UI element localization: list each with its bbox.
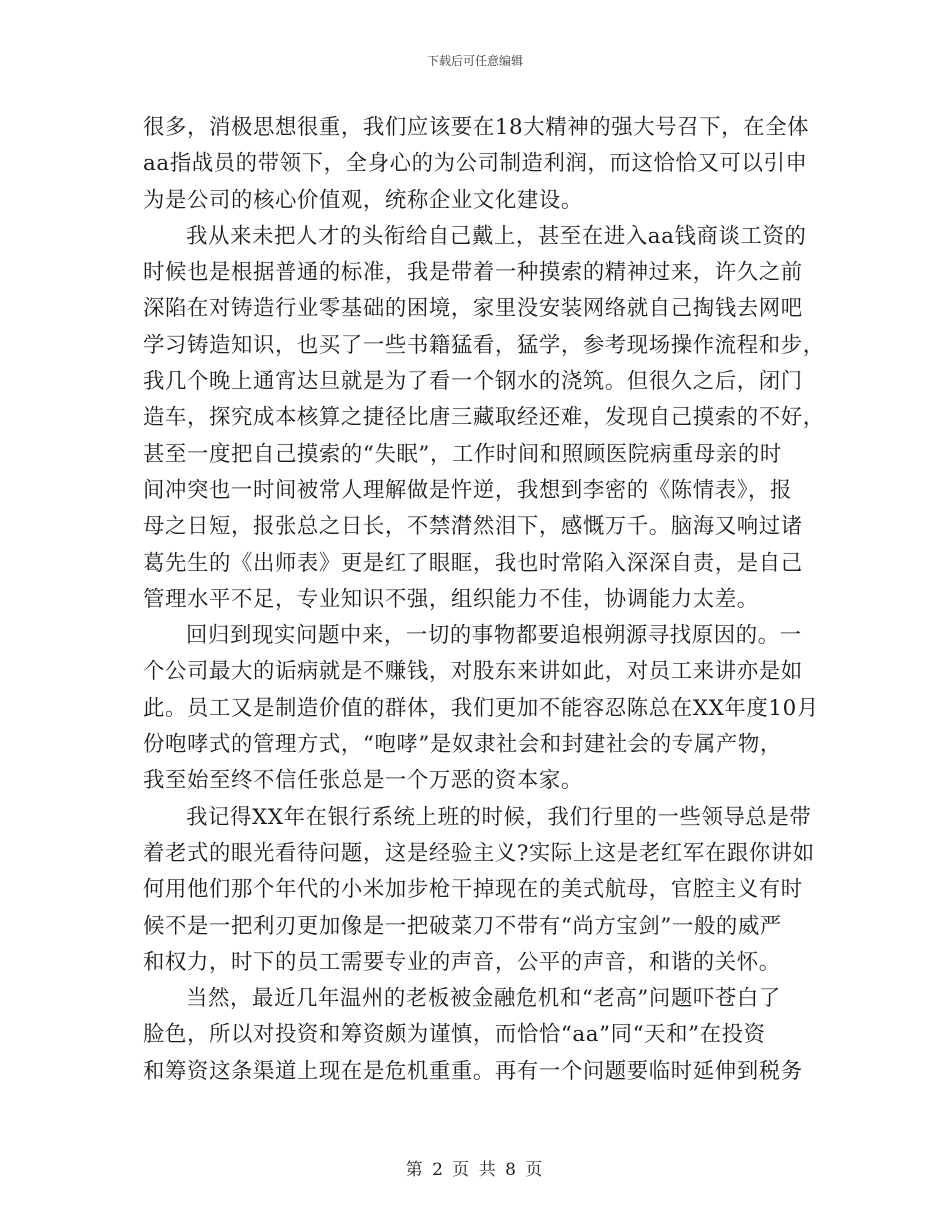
text-line: 和筹资这条渠道上现在是危机重重。再有一个问题要临时延伸到税务 — [143, 1058, 803, 1084]
page-number: 第 2 页 共 8 页 — [405, 1160, 545, 1180]
text-line: 候不是一把利刃更加像是一把破菜刀不带有“尚方宝剑”一般的威严 — [143, 913, 782, 939]
text-line: 此。员工又是制造价值的群体，我们更加不能容忍陈总在XX年度10月 — [143, 695, 819, 721]
paragraph-4 — [143, 800, 815, 981]
page-header: 下载后可任意编辑 — [426, 54, 523, 68]
text-line: 管理水平不足，专业知识不强，组织能力不佳，协调能力太差。 — [143, 586, 759, 612]
text-line: 回归到现实问题中来，一切的事物都要追根朔源寻找原因的。一 — [186, 623, 802, 649]
text-line: 当然，最近几年温州的老板被金融危机和“老高”问题吓苍白了 — [186, 986, 781, 1012]
text-line: 甚至一度把自己摸索的“失眠”，工作时间和照顾医院病重母亲的时 — [143, 441, 782, 467]
text-line: 时候也是根据普通的标准，我是带着一种摸索的精神过来，许久之前 — [143, 260, 803, 286]
text-line: 深陷在对铸造行业零基础的困境，家里没安装网络就自己掏钱去网吧 — [143, 296, 803, 322]
text-line: 葛先生的《出师表》更是红了眼眶，我也时常陷入深深自责，是自己 — [143, 550, 803, 576]
paragraph-3 — [143, 618, 819, 799]
text-line: 我记得XX年在银行系统上班的时候，我们行里的一些领导总是带 — [186, 804, 812, 830]
text-line: 学习铸造知识，也买了一些书籍猛看，猛学，参考现场操作流程和步， — [143, 332, 825, 358]
text-line: aa指战员的带领下，全身心的为公司制造利润，而这恰恰又可以引申 — [143, 151, 808, 177]
text-line: 我几个晚上通宵达旦就是为了看一个钢水的浇筑。但很久之后，闭门 — [143, 369, 803, 395]
text-line: 我从来未把人才的头衔给自己戴上，甚至在进入aa钱商谈工资的 — [186, 223, 807, 249]
text-line: 很多，消极思想很重，我们应该要在18大精神的强大号召下，在全体 — [143, 115, 810, 140]
text-line: 我至始至终不信任张总是一个万恶的资本家。 — [143, 768, 583, 794]
text-line: 脸色，所以对投资和筹资颇为谨慎，而恰恰“aa”同“天和”在投资 — [143, 1022, 766, 1048]
paragraph-2 — [143, 219, 825, 618]
text-line: 造车，探究成本核算之捷径比唐三藏取经还难，发现自己摸索的不好， — [143, 405, 825, 431]
text-line: 母之日短，报张总之日长，不禁潸然泪下，感慨万千。脑海又响过诸 — [143, 514, 803, 540]
text-line: 个公司最大的诟病就是不赚钱，对股东来讲如此，对员工来讲亦是如 — [143, 659, 803, 685]
text-line: 份咆哮式的管理方式，“咆哮”是奴隶社会和封建社会的专属产物， — [143, 732, 782, 758]
document-body — [143, 110, 825, 1090]
text-line: 间冲突也一时间被常人理解做是忤逆，我想到李密的《陈情表》，报 — [143, 477, 793, 503]
text-line: 和权力，时下的员工需要专业的声音，公平的声音，和谐的关怀。 — [143, 949, 781, 975]
text-line: 何用他们那个年代的小米加步枪干掉现在的美式航母，官腔主义有时 — [143, 877, 803, 903]
text-line: 着老式的眼光看待问题，这是经验主义?实际上这是老红军在跟你讲如 — [143, 840, 815, 866]
paragraph-5 — [143, 981, 807, 1090]
paragraph-1 — [143, 110, 810, 219]
text-line: 为是公司的核心价值观，统称企业文化建设。 — [143, 187, 583, 213]
